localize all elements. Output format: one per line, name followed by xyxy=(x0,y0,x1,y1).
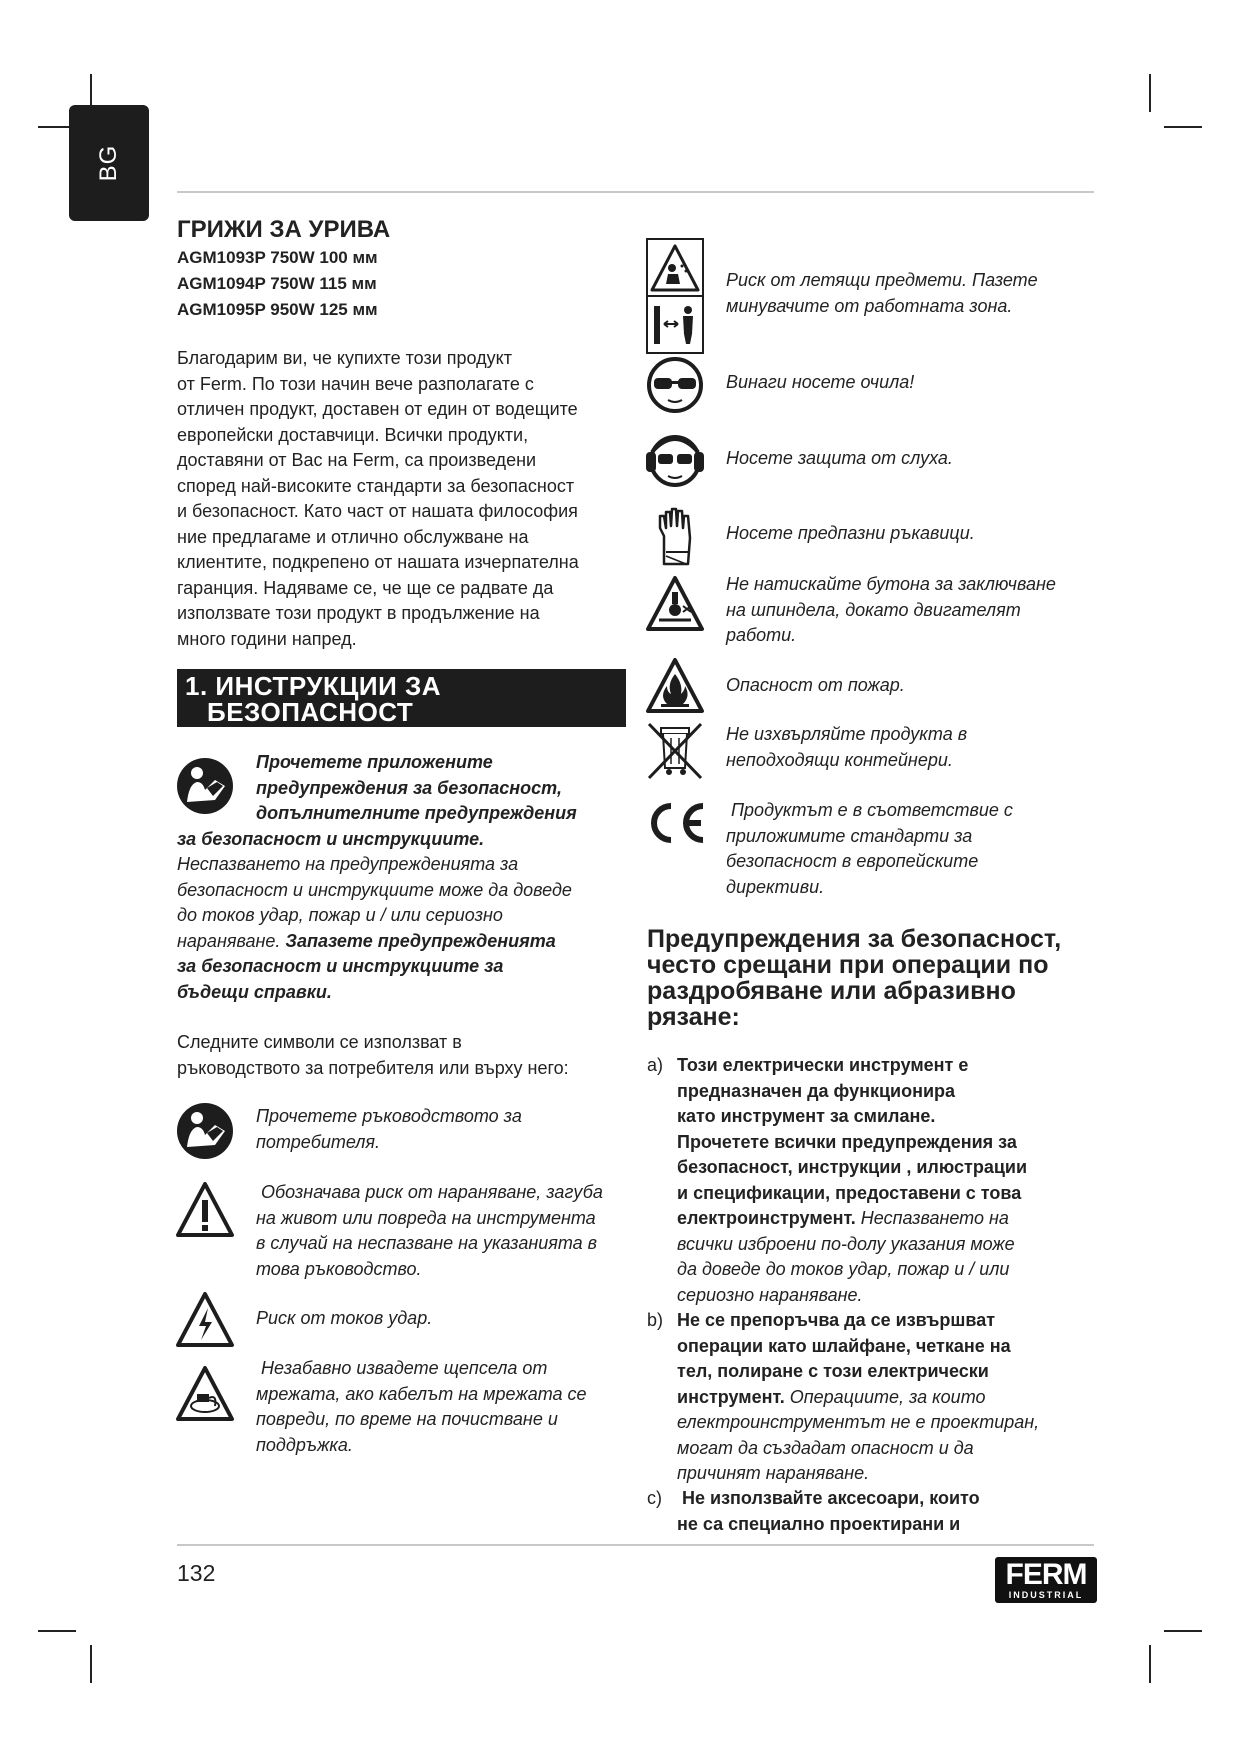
crop-mark xyxy=(38,1630,76,1632)
symbol-text: в случай на неспазване на указанията в xyxy=(256,1233,598,1253)
warning-line: бъдещи справки. xyxy=(177,981,332,1002)
symbol-text: неподходящи контейнери. xyxy=(726,749,953,770)
waste-bin-icon xyxy=(645,720,705,782)
list-line: като инструмент за смилане. xyxy=(677,1106,936,1126)
warning-line: безопасност и инструкциите може да доведе xyxy=(177,879,572,900)
symbol-description xyxy=(726,268,1106,319)
list-item xyxy=(647,1486,1097,1537)
top-divider xyxy=(177,191,1094,193)
list-text: електроинструмент. xyxy=(677,1208,856,1228)
intro-line: и безопасност. Като част от нашата философия xyxy=(177,501,578,521)
list-text: Операциите, за които xyxy=(784,1386,986,1407)
language-tab xyxy=(69,105,149,221)
symbol-description xyxy=(726,521,1106,547)
symbol-text: Обозначава риск от нараняване, загуба xyxy=(256,1182,603,1202)
model-line: AGM1095P 950W 125 мм xyxy=(177,300,378,319)
warning-line: предупреждения за безопасност, xyxy=(256,777,562,798)
symbol-description xyxy=(726,722,1106,773)
brand-logo xyxy=(995,1557,1097,1603)
list-line xyxy=(677,1206,1097,1232)
fire-icon xyxy=(645,656,705,716)
list-line: Прочетете всички предупреждения за xyxy=(677,1131,1017,1152)
list-marker: a) xyxy=(647,1055,664,1075)
spindle-lock-icon xyxy=(645,574,705,634)
symbol-text: мрежата, ако кабелът на мрежата се xyxy=(256,1383,587,1404)
symbol-description xyxy=(726,446,1106,472)
crop-mark xyxy=(1164,126,1202,128)
warning-line: до токов удар, пожар и / или сериозно xyxy=(177,905,503,925)
intro-line: много години напред. xyxy=(177,628,357,649)
symbol-text: на живот или повреда на инструмента xyxy=(256,1207,596,1228)
symbol-description xyxy=(726,673,1106,699)
list-marker: c) xyxy=(647,1488,662,1508)
warning-line xyxy=(177,929,637,955)
manual-read-icon xyxy=(175,756,235,816)
ear-protection-icon xyxy=(644,430,706,490)
symbol-description xyxy=(726,370,1106,396)
symbol-text: Опасност от пожар. xyxy=(726,675,905,695)
intro-paragraph xyxy=(177,346,637,652)
section-heading-line: БЕЗОПАСНОСТ xyxy=(207,697,414,727)
crop-mark xyxy=(1149,74,1151,112)
list-marker: b) xyxy=(647,1310,664,1330)
symbol-text: работи. xyxy=(726,625,797,645)
symbol-text: това ръководство. xyxy=(256,1258,422,1279)
warning-triangle-icon xyxy=(175,1180,235,1240)
list-line: тел, полиране с този електрически xyxy=(677,1361,989,1381)
crop-mark xyxy=(90,1645,92,1683)
list-text: инструмент. xyxy=(677,1386,785,1407)
subheading-line: Предупреждения за безопасност, xyxy=(647,925,1062,953)
warning-text: нараняване. xyxy=(177,930,286,951)
symbol-text: Прочетете ръководството за xyxy=(256,1106,522,1126)
list-line: да доведе до токов удар, пожар и / или xyxy=(677,1259,1010,1279)
intro-line: използвате този продукт в продължение на xyxy=(177,603,540,623)
symbols-intro-line: ръководството за потребителя или върху него: xyxy=(177,1057,569,1078)
symbol-text: Продуктът е в съответствие с xyxy=(726,800,1013,820)
list-line: Не се препоръчва да се извършват xyxy=(677,1310,996,1330)
brand-subtitle: INDUSTRIAL xyxy=(1008,1590,1084,1600)
subheading-line: раздробяване или абразивно xyxy=(647,977,1016,1005)
list-item xyxy=(647,1308,1097,1487)
ce-mark-icon xyxy=(645,800,707,846)
symbol-description xyxy=(256,1180,646,1282)
warning-bold-block xyxy=(256,750,636,827)
page-number: 132 xyxy=(177,1560,216,1586)
warning-line: Прочетете приложените xyxy=(256,752,493,772)
warning-line: Неспазването на предупрежденията за xyxy=(177,854,519,874)
intro-line: отличен продукт, доставен от един от водещите xyxy=(177,399,578,419)
list-line: безопасност, инструкции , илюстрации xyxy=(677,1157,1028,1177)
crop-mark xyxy=(1149,1645,1151,1683)
section-heading xyxy=(177,669,626,727)
symbol-text: на шпиндела, докато двигателят xyxy=(726,599,1021,620)
symbol-text: Незабавно извадете щепсела от xyxy=(256,1358,548,1378)
list-line: всички изброени по-долу указания може xyxy=(677,1233,1015,1254)
symbol-text: поддръжка. xyxy=(256,1434,353,1455)
list-item xyxy=(647,1053,1097,1308)
intro-line: от Ferm. По този начин вече разполагате с xyxy=(177,373,534,394)
safety-glasses-icon xyxy=(646,356,704,414)
page-title: ГРИЖИ ЗА УРИВА xyxy=(177,216,391,243)
bottom-divider xyxy=(177,1544,1094,1546)
symbol-description xyxy=(256,1306,636,1332)
symbol-text: директиви. xyxy=(726,876,825,897)
list-line: Този електрически инструмент е xyxy=(677,1055,969,1075)
crop-mark xyxy=(1164,1630,1202,1632)
symbol-text: Не изхвърляйте продукта в xyxy=(726,724,968,744)
gloves-icon xyxy=(656,506,696,566)
model-list xyxy=(177,245,378,323)
list-line: електроинструментът не е проектиран, xyxy=(677,1412,1040,1432)
symbol-description xyxy=(726,572,1116,649)
section-subheading xyxy=(647,926,1097,1030)
list-line: Не използвайте аксесоари, които xyxy=(677,1488,980,1508)
intro-line: Благодарим ви, че купихте този продукт xyxy=(177,348,512,368)
symbol-description xyxy=(256,1104,636,1155)
subheading-line: рязане: xyxy=(647,1003,740,1031)
intro-line: клиентите, подкрепено от нашата изчерпателна xyxy=(177,552,579,572)
symbol-text: повреди, по време на почистване и xyxy=(256,1409,558,1429)
symbol-text: Носете защита от слуха. xyxy=(726,448,953,468)
intro-line: гаранция. Надяваме се, че ще се радвате да xyxy=(177,577,554,598)
warning-paragraph xyxy=(177,827,637,1006)
symbol-text: Риск от токов удар. xyxy=(256,1308,433,1328)
symbol-text: безопасност в европейските xyxy=(726,851,979,871)
subheading-line: често срещани при операции по xyxy=(647,951,1049,979)
symbols-intro-line: Следните символи се използват в xyxy=(177,1032,462,1052)
manual-read-icon xyxy=(175,1101,235,1161)
section-heading-line: 1. ИНСТРУКЦИИ ЗА xyxy=(185,671,442,701)
symbol-text: Не натискайте бутона за заключване xyxy=(726,574,1056,594)
brand-name: FERM xyxy=(1005,1558,1087,1591)
symbol-text: приложимите стандарти за xyxy=(726,825,973,846)
symbols-intro xyxy=(177,1030,647,1081)
intro-line: според най-високите стандарти за безопасност xyxy=(177,475,575,496)
intro-line: европейски доставчици. Всички продукти, xyxy=(177,424,529,445)
symbol-text: минувачите от работната зона. xyxy=(726,295,1013,316)
list-line: и спецификации, предоставени с това xyxy=(677,1182,1022,1203)
list-line: сериозно нараняване. xyxy=(677,1284,863,1305)
warning-line: допълнителните предупреждения xyxy=(256,803,577,823)
warning-line: за безопасност и инструкциите. xyxy=(177,828,485,849)
symbol-description xyxy=(256,1356,646,1458)
list-text: Неспазването на xyxy=(855,1208,1009,1228)
list-line xyxy=(677,1385,1097,1411)
intro-line: ние предлагаме и отлично обслужване на xyxy=(177,526,529,547)
flying-debris-icon xyxy=(646,238,704,354)
list-line: не са специално проектирани и xyxy=(677,1513,961,1534)
electric-shock-icon xyxy=(175,1290,235,1350)
symbol-text: потребителя. xyxy=(256,1131,381,1152)
list-line: операции като шлайфане, четкане на xyxy=(677,1335,1011,1356)
model-line: AGM1094P 750W 115 мм xyxy=(177,274,377,293)
warning-text: Запазете предупрежденията xyxy=(285,930,556,951)
list-line: могат да създадат опасност и да xyxy=(677,1437,974,1458)
symbol-description xyxy=(726,798,1106,900)
symbol-text: Носете предпазни ръкавици. xyxy=(726,523,975,543)
model-line: AGM1093P 750W 100 мм xyxy=(177,248,378,267)
unplug-icon xyxy=(175,1364,235,1424)
language-tab-label: BG xyxy=(95,144,122,182)
warning-line: за безопасност и инструкциите за xyxy=(177,956,504,976)
list-line: предназначен да функционира xyxy=(677,1080,956,1101)
symbol-text: Риск от летящи предмети. Пазете xyxy=(726,270,1038,290)
list-line: причинят нараняване. xyxy=(677,1463,870,1483)
intro-line: доставяни от Вас на Ferm, са произведени xyxy=(177,450,537,470)
symbol-text: Винаги носете очила! xyxy=(726,372,915,392)
